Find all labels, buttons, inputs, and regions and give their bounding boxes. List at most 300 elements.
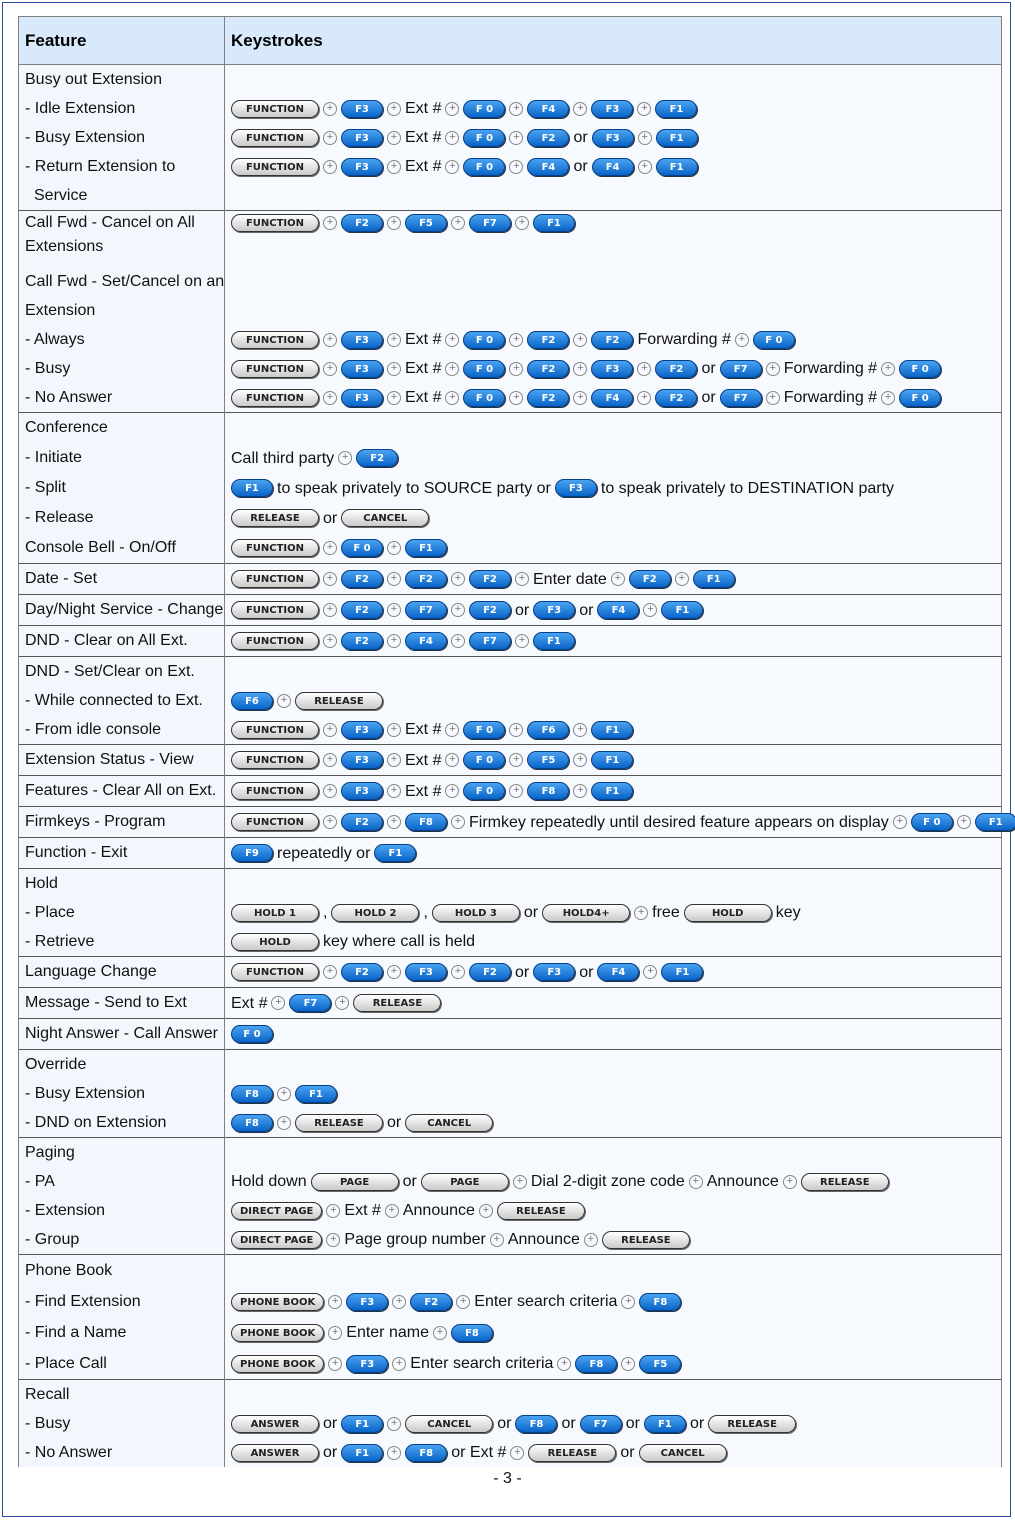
feature-option: Service xyxy=(34,187,88,204)
f3-key: F3 xyxy=(591,100,633,118)
feature-cell xyxy=(19,626,225,657)
f0-key: F 0 xyxy=(753,331,795,349)
instruction-text: or xyxy=(497,1415,512,1432)
hold-key: HOLD xyxy=(684,904,772,922)
plus-icon: + xyxy=(637,362,651,376)
instruction-text: or xyxy=(579,963,594,981)
f3-key: F3 xyxy=(341,389,383,407)
feature-cell xyxy=(19,988,225,1019)
plus-icon: + xyxy=(323,131,337,145)
f1-key: F1 xyxy=(693,570,735,588)
table-row xyxy=(19,413,1002,564)
instruction-text: or xyxy=(561,1415,576,1432)
f2-key: F2 xyxy=(341,963,383,981)
plus-icon: + xyxy=(957,815,971,829)
instruction-text: Enter date xyxy=(533,570,607,588)
instruction-text: Page group number xyxy=(344,1231,486,1248)
keystroke-line xyxy=(231,1348,1001,1379)
plus-icon: + xyxy=(387,1446,401,1460)
f2-key: F2 xyxy=(469,570,511,588)
keystroke-line xyxy=(231,1019,1001,1049)
keystroke-cell xyxy=(225,838,1002,869)
f3-key: F3 xyxy=(341,360,383,378)
f1-key: F1 xyxy=(661,963,703,981)
instruction-text: Ext # xyxy=(405,100,442,117)
plus-icon: + xyxy=(387,1417,401,1431)
instruction-text: or xyxy=(701,389,716,406)
keystrokes-column-header: Keystrokes xyxy=(225,17,1002,65)
release-key: RELEASE xyxy=(602,1231,690,1249)
release-key: RELEASE xyxy=(295,1114,383,1132)
function-key: FUNCTION xyxy=(231,601,319,619)
keystroke-line xyxy=(231,267,1001,296)
instruction-text: Enter name xyxy=(346,1324,429,1341)
feature-option: - Find a Name xyxy=(25,1324,127,1341)
f3-key: F3 xyxy=(405,963,447,981)
f5-key: F5 xyxy=(639,1355,681,1373)
release-key: RELEASE xyxy=(295,692,383,710)
keystroke-line xyxy=(231,564,1001,594)
plus-icon: + xyxy=(573,784,587,798)
f3-key: F3 xyxy=(341,721,383,739)
instruction-text: or xyxy=(515,601,530,619)
keystroke-line xyxy=(231,1317,1001,1348)
keystroke-line xyxy=(231,745,1001,775)
feature-cell xyxy=(19,657,225,745)
keystroke-line xyxy=(231,413,1001,443)
f2-key: F2 xyxy=(341,632,383,650)
f0-key: F 0 xyxy=(463,782,505,800)
plus-icon: + xyxy=(387,634,401,648)
instruction-text: Ext # xyxy=(344,1202,381,1219)
plus-icon: + xyxy=(326,1233,340,1247)
keystroke-cell xyxy=(225,259,1002,413)
plus-icon: + xyxy=(392,1295,406,1309)
plus-icon: + xyxy=(445,784,459,798)
f7-key: F7 xyxy=(720,360,762,378)
hold4--key: HOLD4+ xyxy=(542,904,630,922)
feature-option: - Always xyxy=(25,331,85,348)
keystroke-cell xyxy=(225,869,1002,957)
f3-key: F3 xyxy=(346,1293,388,1311)
plus-icon: + xyxy=(766,362,780,376)
table-row xyxy=(19,776,1002,807)
plus-icon: + xyxy=(387,102,401,116)
function-key: FUNCTION xyxy=(231,389,319,407)
plus-icon: + xyxy=(573,753,587,767)
function-key: FUNCTION xyxy=(231,963,319,981)
feature-name: Recall xyxy=(25,1386,70,1403)
feature-option: - No Answer xyxy=(25,1444,113,1461)
instruction-text: Hold down xyxy=(231,1173,307,1190)
function-key: FUNCTION xyxy=(231,751,319,769)
feature-option: - Extension xyxy=(25,1202,106,1219)
keystroke-line xyxy=(231,1138,1001,1167)
keystroke-line xyxy=(231,123,1001,152)
feature-name: Night Answer - Call Answer xyxy=(25,1025,218,1042)
plus-icon: + xyxy=(323,362,337,376)
feature-option: - PA xyxy=(25,1173,55,1190)
table-row xyxy=(19,626,1002,657)
f1-key: F1 xyxy=(591,721,633,739)
keystroke-cell xyxy=(225,65,1002,211)
instruction-text: or xyxy=(573,129,588,146)
feature-option: Extension xyxy=(25,302,96,319)
plus-icon: + xyxy=(387,362,401,376)
keystroke-line xyxy=(231,473,1001,503)
plus-icon: + xyxy=(735,333,749,347)
f2-key: F2 xyxy=(655,389,697,407)
plus-icon: + xyxy=(323,815,337,829)
keystroke-line xyxy=(231,927,1001,956)
feature-option: - Release xyxy=(25,509,94,526)
keystroke-line xyxy=(231,296,1001,325)
function-key: FUNCTION xyxy=(231,100,319,118)
plus-icon: + xyxy=(638,131,652,145)
plus-icon: + xyxy=(328,1357,342,1371)
function-key: FUNCTION xyxy=(231,158,319,176)
instruction-text: to speak privately to DESTINATION party xyxy=(600,479,895,497)
instruction-text: or xyxy=(689,1415,705,1432)
plus-icon: + xyxy=(451,216,465,230)
plus-icon: + xyxy=(509,333,523,347)
f2-key: F2 xyxy=(629,570,671,588)
plus-icon: + xyxy=(509,753,523,767)
keystroke-cell xyxy=(225,657,1002,745)
plus-icon: + xyxy=(328,1295,342,1309)
feature-name: Override xyxy=(25,1056,87,1073)
f3-key: F3 xyxy=(346,1355,388,1373)
instruction-text: or xyxy=(402,1173,417,1190)
plus-icon: + xyxy=(621,1357,635,1371)
feature-cell xyxy=(19,1380,225,1468)
release-key: RELEASE xyxy=(497,1202,585,1220)
instruction-text: , xyxy=(323,904,328,921)
plus-icon: + xyxy=(584,1233,598,1247)
plus-icon: + xyxy=(783,1175,797,1189)
cancel-key: CANCEL xyxy=(405,1415,493,1433)
f0-key: F 0 xyxy=(899,360,941,378)
plus-icon: + xyxy=(385,1204,399,1218)
f1-key: F1 xyxy=(405,539,447,557)
instruction-text: Announce xyxy=(402,1202,475,1219)
table-row xyxy=(19,595,1002,626)
release-key: RELEASE xyxy=(231,509,319,527)
instruction-text: Ext # xyxy=(405,360,442,377)
f2-key: F2 xyxy=(469,601,511,619)
plus-icon: + xyxy=(451,815,465,829)
f3-key: F3 xyxy=(592,129,634,147)
keystroke-line xyxy=(231,686,1001,715)
plus-icon: + xyxy=(621,1295,635,1309)
feature-cell xyxy=(19,1255,225,1380)
instruction-text: Call third party xyxy=(231,449,335,467)
table-row xyxy=(19,745,1002,776)
feature-option: - Find Extension xyxy=(25,1293,141,1310)
feature-option: - While connected to Ext. xyxy=(25,692,203,709)
keystroke-line xyxy=(231,65,1001,94)
feature-name: Paging xyxy=(25,1144,75,1161)
keystroke-line xyxy=(231,807,1001,837)
f2-key: F2 xyxy=(341,813,383,831)
plus-icon: + xyxy=(387,541,401,555)
page-key: PAGE xyxy=(421,1173,509,1191)
keystroke-cell xyxy=(225,988,1002,1019)
plus-icon: + xyxy=(637,391,651,405)
plus-icon: + xyxy=(323,603,337,617)
page-key: PAGE xyxy=(311,1173,399,1191)
feature-option: - Place Call xyxy=(25,1355,107,1372)
feature-option: - Group xyxy=(25,1231,80,1248)
phone-book-key: PHONE BOOK xyxy=(231,1293,324,1311)
function-key: FUNCTION xyxy=(231,214,319,232)
hold-3-key: HOLD 3 xyxy=(432,904,520,922)
plus-icon: + xyxy=(451,634,465,648)
f6-key: F6 xyxy=(231,692,273,710)
f2-key: F2 xyxy=(405,570,447,588)
hold-key: HOLD xyxy=(231,933,319,951)
f3-key: F3 xyxy=(341,782,383,800)
plus-icon: + xyxy=(643,603,657,617)
f8-key: F8 xyxy=(639,1293,681,1311)
plus-icon: + xyxy=(456,1295,470,1309)
instruction-text: Ext # xyxy=(405,721,442,738)
f2-key: F2 xyxy=(341,601,383,619)
cancel-key: CANCEL xyxy=(405,1114,493,1132)
keystroke-line xyxy=(231,443,1001,473)
instruction-text: Enter search criteria xyxy=(474,1293,618,1310)
plus-icon: + xyxy=(323,160,337,174)
f1-key: F1 xyxy=(341,1415,383,1433)
plus-icon: + xyxy=(638,160,652,174)
f1-key: F1 xyxy=(231,479,273,497)
plus-icon: + xyxy=(392,1357,406,1371)
f7-key: F7 xyxy=(720,389,762,407)
plus-icon: + xyxy=(643,965,657,979)
function-key: FUNCTION xyxy=(231,129,319,147)
feature-name: Day/Night Service - Change xyxy=(25,601,224,618)
feature-column-header: Feature xyxy=(19,17,225,65)
plus-icon: + xyxy=(387,131,401,145)
keystroke-line xyxy=(231,354,1001,383)
feature-cell xyxy=(19,1138,225,1255)
feature-name: Hold xyxy=(25,875,58,892)
plus-icon: + xyxy=(323,634,337,648)
feature-name: DND - Clear on All Ext. xyxy=(25,632,188,649)
release-key: RELEASE xyxy=(708,1415,796,1433)
f8-key: F8 xyxy=(405,1444,447,1462)
instruction-text: Ext # xyxy=(405,751,442,769)
table-row xyxy=(19,65,1002,211)
instruction-text: Ext # xyxy=(405,158,442,175)
plus-icon: + xyxy=(637,102,651,116)
feature-option: Console Bell - On/Off xyxy=(25,539,176,556)
feature-option: - No Answer xyxy=(25,389,113,406)
f2-key: F2 xyxy=(527,331,569,349)
table-row xyxy=(19,957,1002,988)
plus-icon: + xyxy=(271,996,285,1010)
plus-icon: + xyxy=(573,362,587,376)
feature-cell xyxy=(19,776,225,807)
release-key: RELEASE xyxy=(528,1444,616,1462)
instruction-text: key where call is held xyxy=(323,933,476,950)
table-row xyxy=(19,1380,1002,1468)
plus-icon: + xyxy=(451,572,465,586)
plus-icon: + xyxy=(445,160,459,174)
f1-key: F1 xyxy=(656,129,698,147)
plus-icon: + xyxy=(387,815,401,829)
f1-key: F1 xyxy=(644,1415,686,1433)
f5-key: F5 xyxy=(527,751,569,769)
instruction-text: or xyxy=(515,963,530,981)
f7-key: F7 xyxy=(289,994,331,1012)
keystroke-line xyxy=(231,957,1001,987)
f0-key: F 0 xyxy=(463,100,505,118)
plus-icon: + xyxy=(335,996,349,1010)
keystroke-cell xyxy=(225,413,1002,564)
f9-key: F9 xyxy=(231,844,273,862)
keystroke-line xyxy=(231,1079,1001,1108)
keystroke-line xyxy=(231,181,1001,210)
f8-key: F8 xyxy=(231,1114,273,1132)
keystroke-cell xyxy=(225,626,1002,657)
answer-key: ANSWER xyxy=(231,1415,319,1433)
f3-key: F3 xyxy=(341,129,383,147)
feature-name: Firmkeys - Program xyxy=(25,813,166,830)
keystroke-line xyxy=(231,1255,1001,1286)
phone-book-key: PHONE BOOK xyxy=(231,1355,324,1373)
instruction-text: Ext # xyxy=(405,331,442,348)
f3-key: F3 xyxy=(341,100,383,118)
plus-icon: + xyxy=(451,965,465,979)
feature-name: Call Fwd - Cancel on All xyxy=(25,214,195,231)
feature-cell xyxy=(19,807,225,838)
f7-key: F7 xyxy=(469,632,511,650)
plus-icon: + xyxy=(893,815,907,829)
plus-icon: + xyxy=(326,1204,340,1218)
feature-name: Language Change xyxy=(25,963,157,980)
instruction-text: Ext # xyxy=(405,129,442,146)
f2-key: F2 xyxy=(469,963,511,981)
plus-icon: + xyxy=(445,753,459,767)
f1-key: F1 xyxy=(655,100,697,118)
plus-icon: + xyxy=(433,1326,447,1340)
plus-icon: + xyxy=(323,784,337,798)
plus-icon: + xyxy=(387,333,401,347)
feature-cell xyxy=(19,838,225,869)
instruction-text: or xyxy=(523,904,539,921)
table-row xyxy=(19,1138,1002,1255)
plus-icon: + xyxy=(323,391,337,405)
f0-key: F 0 xyxy=(463,331,505,349)
feature-name: DND - Set/Clear on Ext. xyxy=(25,663,195,680)
instruction-text: Firmkey repeatedly until desired feature appears on display xyxy=(469,813,889,831)
answer-key: ANSWER xyxy=(231,1444,319,1462)
plus-icon: + xyxy=(510,1446,524,1460)
plus-icon: + xyxy=(675,572,689,586)
f3-key: F3 xyxy=(341,158,383,176)
page-number: - 3 - xyxy=(493,1470,522,1487)
plus-icon: + xyxy=(451,603,465,617)
feature-cell xyxy=(19,413,225,564)
f2-key: F2 xyxy=(527,129,569,147)
instruction-text: or xyxy=(323,509,338,527)
f0-key: F 0 xyxy=(463,389,505,407)
plus-icon: + xyxy=(557,1357,571,1371)
feature-cell xyxy=(19,259,225,413)
table-row xyxy=(19,1019,1002,1050)
plus-icon: + xyxy=(515,572,529,586)
keystroke-line xyxy=(231,1050,1001,1079)
keystroke-line xyxy=(231,325,1001,354)
f0-key: F 0 xyxy=(341,539,383,557)
plus-icon: + xyxy=(338,451,352,465)
feature-cell xyxy=(19,564,225,595)
keystroke-line xyxy=(231,503,1001,533)
table-row xyxy=(19,211,1002,260)
table-row xyxy=(19,259,1002,413)
f0-key: F 0 xyxy=(463,360,505,378)
plus-icon: + xyxy=(509,784,523,798)
instruction-text: Ext # xyxy=(405,782,442,800)
feature-option: - Initiate xyxy=(25,449,82,466)
f1-key: F1 xyxy=(591,751,633,769)
hold-1-key: HOLD 1 xyxy=(231,904,319,922)
keystroke-line xyxy=(231,1286,1001,1317)
function-key: FUNCTION xyxy=(231,813,319,831)
plus-icon: + xyxy=(323,723,337,737)
keystroke-cell xyxy=(225,211,1002,260)
instruction-text: Ext # xyxy=(231,994,268,1012)
f0-key: F 0 xyxy=(463,751,505,769)
instruction-text: or xyxy=(620,1444,635,1461)
instruction-text: or xyxy=(579,601,594,619)
feature-option: - Busy xyxy=(25,360,71,377)
feature-name: Call Fwd - Set/Cancel on an xyxy=(25,273,225,290)
instruction-text: or xyxy=(573,158,588,175)
instruction-text: , xyxy=(423,904,428,921)
instruction-text: or xyxy=(323,1415,338,1432)
table-row xyxy=(19,869,1002,957)
table-row xyxy=(19,564,1002,595)
f1-key: F1 xyxy=(341,1444,383,1462)
keystroke-line xyxy=(231,657,1001,686)
plus-icon: + xyxy=(515,634,529,648)
f4-key: F4 xyxy=(527,158,569,176)
feature-option: - Busy Extension xyxy=(25,129,146,146)
plus-icon: + xyxy=(387,965,401,979)
keystroke-line xyxy=(231,1196,1001,1225)
plus-icon: + xyxy=(323,102,337,116)
instruction-text: Forwarding # xyxy=(783,360,878,377)
cancel-key: CANCEL xyxy=(341,509,429,527)
instruction-text: Forwarding # xyxy=(637,331,731,348)
keystroke-cell xyxy=(225,745,1002,776)
plus-icon: + xyxy=(513,1175,527,1189)
plus-icon: + xyxy=(387,160,401,174)
f4-key: F4 xyxy=(591,389,633,407)
plus-icon: + xyxy=(387,784,401,798)
feature-option: - Idle Extension xyxy=(25,100,136,117)
f2-key: F2 xyxy=(655,360,697,378)
f1-key: F1 xyxy=(374,844,416,862)
f8-key: F8 xyxy=(405,813,447,831)
function-key: FUNCTION xyxy=(231,782,319,800)
keystroke-line xyxy=(231,838,1001,868)
keystroke-line xyxy=(231,1438,1001,1467)
plus-icon: + xyxy=(509,131,523,145)
keystroke-line xyxy=(231,1225,1001,1254)
